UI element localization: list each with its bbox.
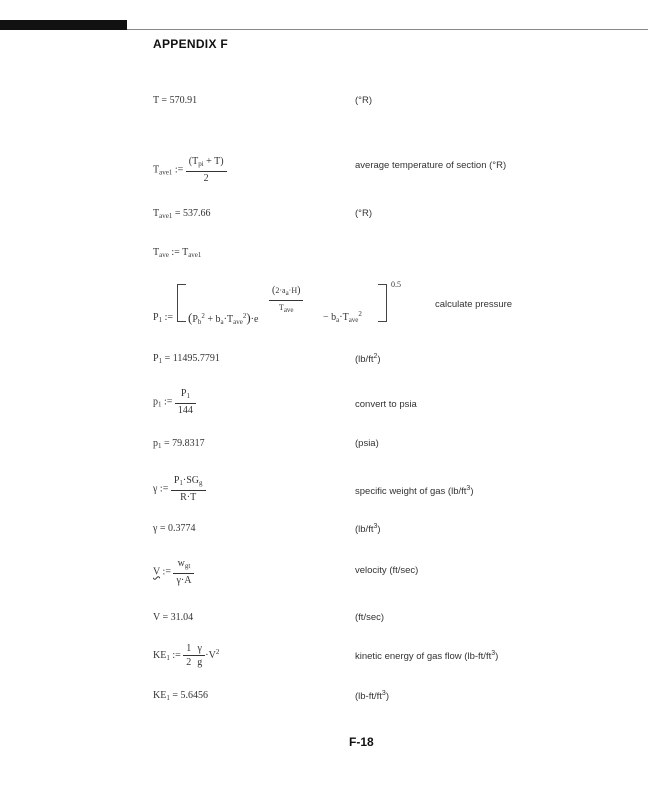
exp-num-text: 2·a bbox=[275, 286, 286, 295]
num-text: P bbox=[173, 475, 180, 486]
exp-num-sub: a bbox=[285, 289, 289, 297]
lhs-sub: ave1 bbox=[159, 168, 173, 177]
op: := bbox=[157, 483, 169, 495]
lhs-sub: 1 bbox=[166, 653, 170, 662]
desc-end: ) bbox=[377, 354, 381, 365]
bracket-right bbox=[378, 284, 387, 322]
desc-end: ) bbox=[377, 524, 381, 535]
b-sub: a bbox=[220, 318, 224, 326]
minus: − b bbox=[323, 312, 337, 323]
op: := bbox=[172, 164, 184, 176]
paren-close: ) bbox=[297, 285, 301, 296]
eq-tave1-def bbox=[153, 155, 227, 185]
op: := bbox=[160, 566, 171, 578]
fraction bbox=[175, 387, 196, 417]
desc-gamma-val bbox=[355, 523, 381, 535]
num-rest: ·SG bbox=[182, 475, 200, 486]
v-term: ·V bbox=[205, 649, 216, 661]
denominator: 2 bbox=[203, 173, 209, 184]
desc-end: ) bbox=[495, 651, 499, 662]
desc-sup: 3 bbox=[491, 650, 496, 657]
denominator: γ·A bbox=[176, 575, 192, 586]
minus-t-sub: ave bbox=[348, 316, 359, 324]
header-rule bbox=[127, 29, 648, 30]
eq-text: γ = 0.3774 bbox=[153, 523, 196, 534]
desc-ke-def bbox=[355, 650, 498, 662]
eq-rest: = 5.6456 bbox=[169, 690, 208, 701]
numerator bbox=[173, 557, 194, 574]
eq-mid: := T bbox=[168, 247, 189, 258]
denominator: R·T bbox=[180, 492, 197, 503]
numerator bbox=[186, 155, 227, 172]
desc-text: specific weight of gas (lb/ft bbox=[355, 486, 467, 497]
eq-text: P bbox=[153, 353, 159, 364]
eq-ke-val bbox=[153, 690, 208, 702]
paren-close: ) bbox=[246, 310, 251, 325]
minus-sub: a bbox=[336, 316, 340, 324]
num-text: w bbox=[177, 558, 185, 569]
lhs-text: P bbox=[153, 312, 159, 323]
appendix-title: APPENDIX F bbox=[153, 37, 229, 51]
desc-pressure-def: calculate pressure bbox=[435, 299, 513, 310]
numerator: γ bbox=[194, 642, 205, 656]
eq-sub: 1 bbox=[158, 357, 163, 365]
desc-velocity-val: (ft/sec) bbox=[355, 612, 385, 623]
desc-ke-val bbox=[355, 690, 389, 702]
paren-open: ( bbox=[272, 285, 276, 296]
desc-temperature: (°R) bbox=[355, 95, 372, 106]
minus-term bbox=[323, 310, 362, 324]
plus: + b bbox=[204, 314, 221, 325]
exponent-num bbox=[269, 284, 303, 301]
desc-sup: 3 bbox=[381, 690, 386, 697]
desc-p1small-val: (psia) bbox=[355, 438, 379, 449]
desc-tave1-def: average temperature of section (°R) bbox=[355, 160, 507, 171]
eq-rest: = 537.66 bbox=[172, 208, 211, 219]
header-bar bbox=[0, 20, 127, 30]
desc-gamma-def bbox=[355, 485, 474, 497]
op: := bbox=[169, 649, 181, 661]
fraction-half bbox=[183, 642, 194, 669]
exponent-power: 0.5 bbox=[391, 280, 401, 289]
lhs: KE bbox=[153, 649, 167, 661]
lhs: γ bbox=[153, 483, 158, 495]
inner-term bbox=[188, 310, 258, 326]
eq-sub: ave bbox=[159, 251, 169, 259]
bracket-left bbox=[177, 284, 186, 322]
eq-p1-val bbox=[153, 353, 220, 365]
desc-tave1-val: (°R) bbox=[355, 208, 372, 219]
eq-ke-def bbox=[153, 642, 219, 669]
eq-tave1-val bbox=[153, 208, 210, 220]
eq-p1-def bbox=[153, 387, 196, 417]
eq-tave-def bbox=[153, 247, 201, 259]
desc-end: ) bbox=[385, 691, 389, 702]
eq-p1small-val bbox=[153, 438, 205, 450]
eq-sub2: ave1 bbox=[188, 251, 202, 259]
num-sub: pi bbox=[198, 160, 204, 168]
denominator: g bbox=[197, 657, 203, 668]
lhs: V bbox=[153, 566, 161, 578]
paren-open: ( bbox=[188, 310, 193, 325]
num-text: P bbox=[180, 388, 187, 399]
exp-num-rest: ·H bbox=[288, 286, 298, 295]
fraction bbox=[186, 155, 227, 185]
lhs: p bbox=[153, 396, 158, 408]
eq-text: KE bbox=[153, 690, 167, 701]
t-sup: 2 bbox=[242, 312, 247, 320]
op: := bbox=[162, 312, 173, 323]
exponent-fraction bbox=[269, 284, 303, 317]
denominator: 144 bbox=[177, 405, 193, 416]
p-sup: 2 bbox=[201, 312, 205, 320]
fraction bbox=[171, 474, 206, 504]
num-sub: 1 bbox=[179, 479, 183, 487]
p-sub: b bbox=[197, 318, 202, 326]
exp-e: ·e bbox=[250, 314, 259, 325]
lhs-sub: 1 bbox=[158, 400, 162, 409]
eq-rest: = 11495.7791 bbox=[162, 353, 220, 364]
lhs bbox=[153, 312, 173, 324]
eq-text: p bbox=[153, 438, 158, 449]
lhs: T bbox=[153, 164, 160, 176]
eq-gamma-def bbox=[153, 474, 206, 504]
desc-end: ) bbox=[470, 486, 474, 497]
num-sub: gt bbox=[184, 562, 191, 570]
numerator: 1 bbox=[183, 642, 194, 656]
p-sym: P bbox=[192, 314, 198, 325]
desc-p1-def: convert to psia bbox=[355, 399, 417, 410]
lhs-sub: 1 bbox=[158, 316, 163, 324]
desc-sup: 3 bbox=[466, 485, 471, 492]
eq-rest: = 79.8317 bbox=[161, 438, 205, 449]
eq-text: T = 570.91 bbox=[153, 95, 198, 106]
v-sup: 2 bbox=[215, 647, 220, 656]
eq-text: T bbox=[153, 247, 160, 258]
num-sub2: g bbox=[199, 479, 203, 487]
num-text: (T bbox=[188, 156, 199, 167]
minus-t: ·T bbox=[339, 312, 349, 323]
num-rest: + T) bbox=[203, 156, 224, 167]
page-number: F-18 bbox=[349, 735, 374, 749]
desc-text: kinetic energy of gas flow (lb-ft/ft bbox=[355, 651, 492, 662]
denominator: 2 bbox=[186, 657, 192, 668]
desc-text: (lb/ft bbox=[355, 354, 374, 365]
minus-t-sup: 2 bbox=[358, 310, 362, 318]
eq-velocity-val bbox=[153, 612, 193, 623]
t-sub: ave bbox=[233, 318, 243, 326]
eq-sub: 1 bbox=[166, 694, 170, 702]
desc-velocity-def: velocity (ft/sec) bbox=[355, 565, 419, 576]
eq-text: V = 31.04 bbox=[153, 612, 194, 623]
dot-t: ·T bbox=[223, 314, 234, 325]
fraction-gamma-g bbox=[194, 642, 205, 669]
eq-sub: ave1 bbox=[159, 212, 173, 220]
desc-sup: 2 bbox=[373, 353, 378, 360]
numerator bbox=[171, 474, 206, 491]
exponent-den bbox=[269, 301, 303, 317]
eq-temperature bbox=[153, 95, 197, 106]
desc-sup: 3 bbox=[373, 523, 378, 530]
eq-velocity-def bbox=[153, 557, 194, 587]
desc-text: (lb-ft/ft bbox=[355, 691, 382, 702]
exp-den-sub: ave bbox=[283, 306, 294, 314]
desc-p1-val bbox=[355, 353, 381, 365]
num-sub: 1 bbox=[186, 392, 190, 400]
desc-text: (lb/ft bbox=[355, 524, 374, 535]
eq-text: T bbox=[153, 208, 160, 219]
eq-gamma-val bbox=[153, 523, 196, 534]
fraction bbox=[173, 557, 194, 587]
op: := bbox=[161, 396, 173, 408]
numerator bbox=[175, 387, 196, 404]
eq-sub: 1 bbox=[158, 442, 162, 450]
exp-den-text: T bbox=[278, 303, 284, 312]
